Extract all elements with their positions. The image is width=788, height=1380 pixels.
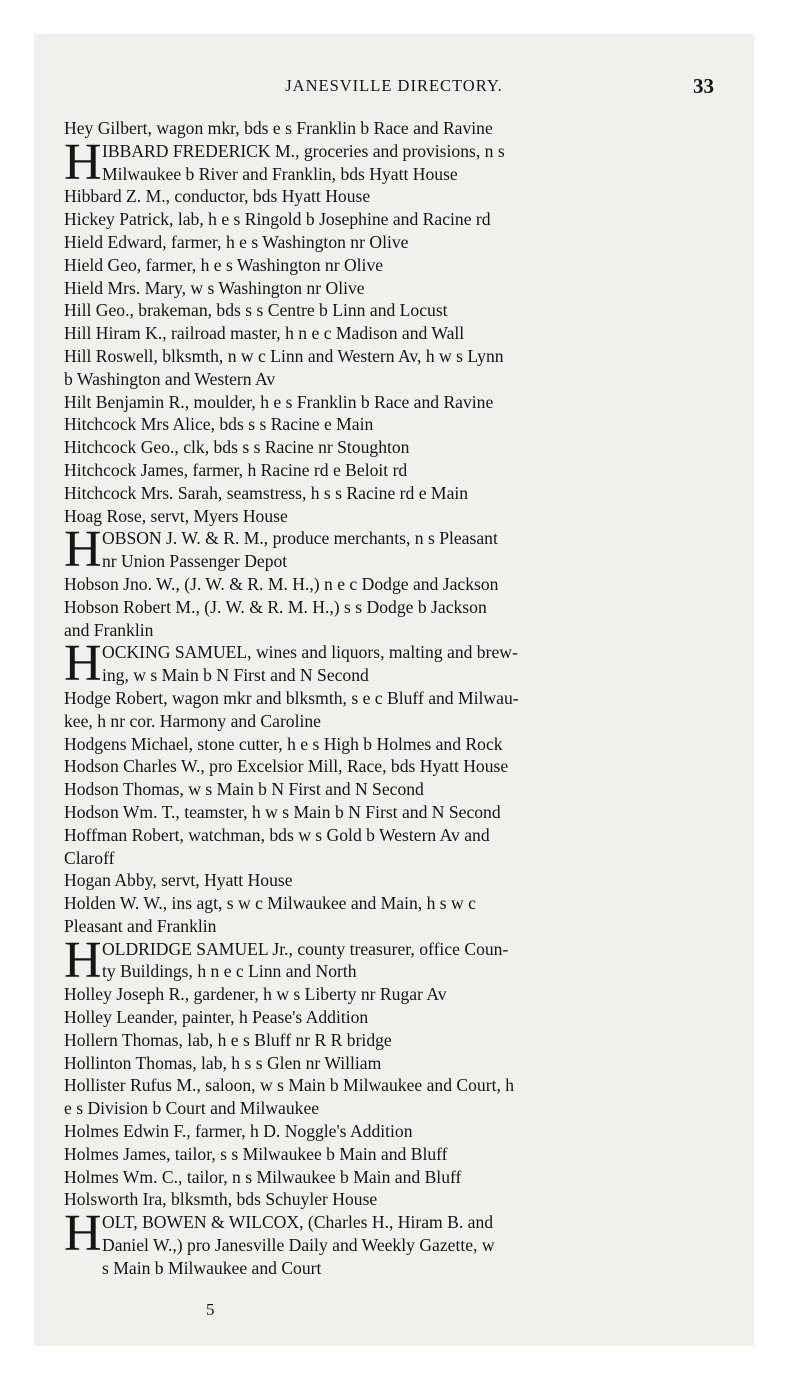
directory-entry — [64, 1120, 720, 1143]
directory-entry-featured — [64, 641, 720, 687]
entry-line: Hickey Patrick, lab, h e s Ringold b Josephine and Racine rd — [64, 209, 491, 230]
entry-line: ing, w s Main b N First and N Second — [102, 665, 369, 686]
entry-line: Hollister Rufus M., saloon, w s Main b Milwaukee and Court, h — [64, 1075, 515, 1096]
entry-line: Hogan Abby, servt, Hyatt House — [64, 870, 293, 891]
entry-line: OCKING SAMUEL, wines and liquors, malting and brew- — [102, 642, 518, 663]
entry-line: Hodgens Michael, stone cutter, h e s High b Holmes and Rock — [64, 733, 503, 754]
directory-entry — [64, 277, 720, 300]
directory-entry-featured — [64, 938, 720, 984]
entry-line: Hodson Wm. T., teamster, h w s Main b N First and N Second — [64, 801, 501, 822]
entry-line: Hitchcock James, farmer, h Racine rd e Beloit rd — [64, 459, 408, 480]
entry-line: Hill Hiram K., railroad master, h n e c Madison and Wall — [64, 323, 465, 344]
entry-line: Hodson Charles W., pro Excelsior Mill, Race, bds Hyatt House — [64, 756, 509, 777]
directory-entry — [64, 117, 720, 140]
entry-line: Hield Edward, farmer, h e s Washington nr Olive — [64, 231, 409, 252]
entry-line: Hodson Thomas, w s Main b N First and N Second — [64, 779, 424, 800]
directory-entry — [64, 436, 720, 459]
entry-line: OBSON J. W. & R. M., produce merchants, n s Pleasant — [102, 528, 498, 549]
drop-cap: H — [64, 139, 102, 186]
entry-line: Hield Mrs. Mary, w s Washington nr Olive — [64, 277, 365, 298]
entry-line: Hollern Thomas, lab, h e s Bluff nr R R bridge — [64, 1029, 392, 1050]
entry-line: Holmes James, tailor, s s Milwaukee b Main and Bluff — [64, 1143, 448, 1164]
entry-line: Hill Roswell, blksmth, n w c Linn and Western Av, h w s Lynn — [64, 345, 504, 366]
entry-line: Hodge Robert, wagon mkr and blksmth, s e c Bluff and Milwau- — [64, 687, 519, 708]
entry-line: Hield Geo, farmer, h e s Washington nr Olive — [64, 254, 384, 275]
entry-line: Hitchcock Geo., clk, bds s s Racine nr Stoughton — [64, 437, 410, 458]
entry-line: Pleasant and Franklin — [64, 915, 217, 936]
entry-line: nr Union Passenger Depot — [102, 551, 288, 572]
entry-line: Hilt Benjamin R., moulder, h e s Franklin b Race and Ravine — [64, 391, 494, 412]
directory-entry — [64, 983, 720, 1006]
entry-line: Milwaukee b River and Franklin, bds Hyatt House — [102, 163, 458, 184]
entry-line: e s Division b Court and Milwaukee — [64, 1098, 320, 1119]
page-header — [34, 74, 754, 104]
entry-line: Hoag Rose, servt, Myers House — [64, 505, 288, 526]
entry-line: Hitchcock Mrs. Sarah, seamstress, h s s Racine rd e Main — [64, 482, 469, 503]
directory-entry — [64, 1074, 720, 1120]
directory-entry — [64, 755, 720, 778]
directory-entry — [64, 596, 720, 642]
directory-page — [34, 34, 754, 1346]
drop-cap: H — [64, 937, 102, 984]
entry-line: b Washington and Western Av — [64, 368, 276, 389]
directory-entry — [64, 573, 720, 596]
entry-line: Holmes Wm. C., tailor, n s Milwaukee b Main and Bluff — [64, 1166, 462, 1187]
entry-line: Hoffman Robert, watchman, bds w s Gold b Western Av and — [64, 824, 490, 845]
entry-line: OLT, BOWEN & WILCOX, (Charles H., Hiram B. and — [102, 1212, 494, 1233]
page-number: 33 — [693, 74, 714, 98]
directory-entry — [64, 345, 720, 391]
directory-entry — [64, 778, 720, 801]
entry-line: Hibbard Z. M., conductor, bds Hyatt House — [64, 186, 371, 207]
directory-entry — [64, 733, 720, 756]
directory-entry — [64, 322, 720, 345]
entry-line: s Main b Milwaukee and Court — [102, 1257, 322, 1278]
directory-entry — [64, 391, 720, 414]
entry-line: IBBARD FREDERICK M., groceries and provisions, n s — [102, 140, 505, 161]
entry-line: Holmes Edwin F., farmer, h D. Noggle's Addition — [64, 1121, 413, 1142]
entry-line: Claroff — [64, 847, 115, 868]
directory-entry — [64, 459, 720, 482]
directory-entry — [64, 482, 720, 505]
directory-entry — [64, 801, 720, 824]
drop-cap: H — [64, 1211, 102, 1263]
directory-entry — [64, 1029, 720, 1052]
entry-line: Hobson Robert M., (J. W. & R. M. H.,) s s Dodge b Jackson — [64, 596, 487, 617]
directory-entry — [64, 299, 720, 322]
entry-line: Holley Joseph R., gardener, h w s Liberty nr Rugar Av — [64, 984, 447, 1005]
directory-entry — [64, 1188, 720, 1211]
entry-line: Holden W. W., ins agt, s w c Milwaukee and Main, h s w c — [64, 893, 476, 914]
entry-line: OLDRIDGE SAMUEL Jr., county treasurer, office Coun- — [102, 938, 509, 959]
directory-entry — [64, 892, 720, 938]
directory-entry — [64, 413, 720, 436]
directory-entry — [64, 185, 720, 208]
directory-entry — [64, 1143, 720, 1166]
directory-entry — [64, 231, 720, 254]
directory-entry — [64, 505, 720, 528]
signature-mark: 5 — [206, 1300, 215, 1319]
drop-cap: H — [64, 641, 102, 687]
drop-cap: H — [64, 527, 102, 573]
running-head: JANESVILLE DIRECTORY. — [285, 76, 503, 95]
entry-line: Holley Leander, painter, h Pease's Addition — [64, 1007, 369, 1028]
directory-entry — [64, 1166, 720, 1189]
entry-line: Hollinton Thomas, lab, h s s Glen nr William — [64, 1052, 382, 1073]
directory-entries — [64, 117, 720, 1280]
entry-line: Daniel W.,) pro Janesville Daily and Weekly Gazette, w — [102, 1235, 495, 1256]
directory-entry-featured — [64, 140, 720, 186]
directory-entry — [64, 208, 720, 231]
directory-entry — [64, 1052, 720, 1075]
directory-entry — [64, 824, 720, 870]
entry-line: and Franklin — [64, 619, 154, 640]
entry-line: Hobson Jno. W., (J. W. & R. M. H.,) n e c Dodge and Jackson — [64, 573, 499, 594]
directory-entry-featured — [64, 1211, 720, 1279]
entry-line: ty Buildings, h n e c Linn and North — [102, 961, 357, 982]
directory-entry — [64, 254, 720, 277]
entry-line: Hill Geo., brakeman, bds s s Centre b Linn and Locust — [64, 300, 448, 321]
entry-line: Holsworth Ira, blksmth, bds Schuyler House — [64, 1189, 378, 1210]
directory-entry-featured — [64, 527, 720, 573]
directory-entry — [64, 687, 720, 733]
directory-entry — [64, 869, 720, 892]
directory-entry — [64, 1006, 720, 1029]
entry-line: Hitchcock Mrs Alice, bds s s Racine e Main — [64, 414, 374, 435]
entry-line: kee, h nr cor. Harmony and Caroline — [64, 710, 321, 731]
entry-line: Hey Gilbert, wagon mkr, bds e s Franklin b Race and Ravine — [64, 118, 493, 138]
